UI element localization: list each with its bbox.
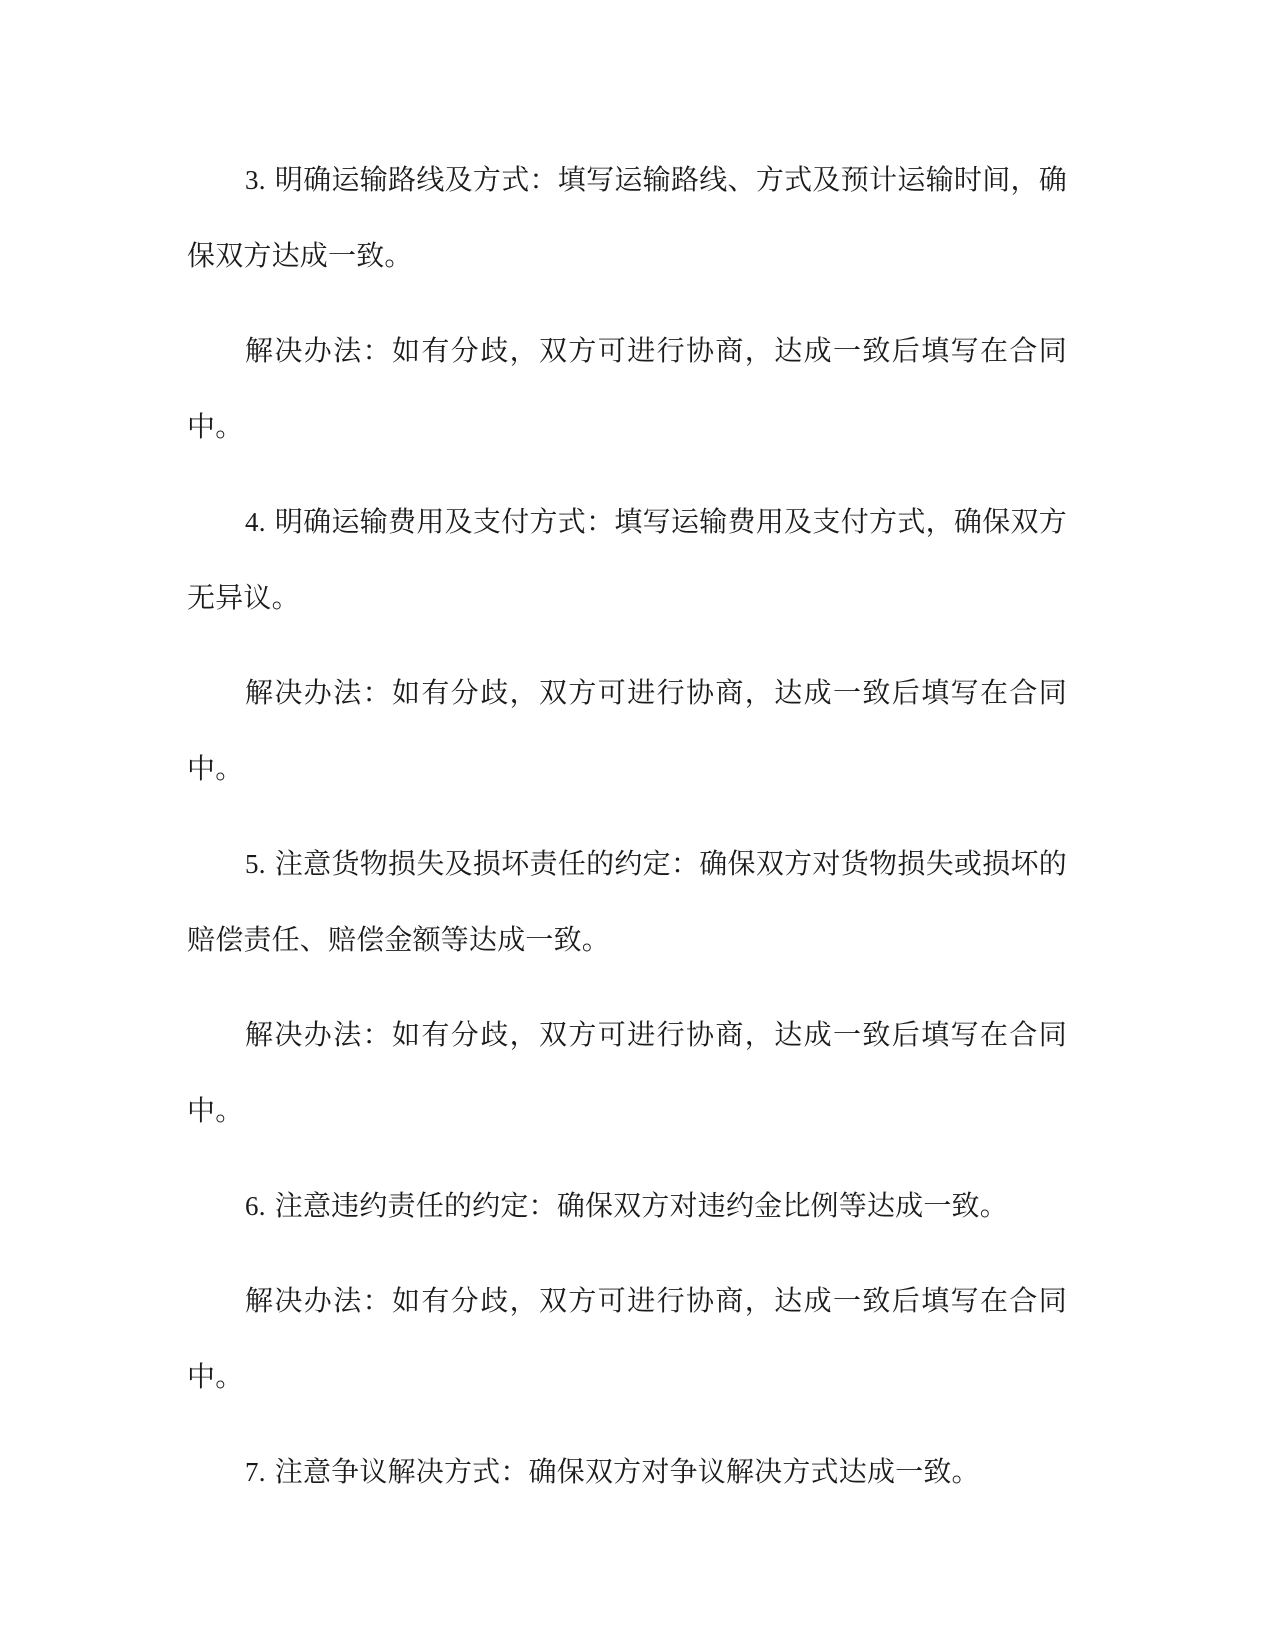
item-6-paragraph bbox=[187, 1168, 1067, 1244]
paragraph-text: 注意争议解决方式：确保双方对争议解决方式达成一致。 bbox=[265, 1455, 980, 1488]
item-3-paragraph bbox=[187, 142, 1067, 294]
item-number: 4. bbox=[245, 507, 266, 537]
paragraph-text: 注意违约责任的约定：确保双方对违约金比例等达成一致。 bbox=[265, 1189, 1008, 1222]
item-6-solution-paragraph bbox=[187, 1263, 1067, 1415]
item-5-solution-paragraph bbox=[187, 997, 1067, 1149]
item-4-paragraph bbox=[187, 484, 1067, 636]
paragraph-text: 明确运输路线及方式：填写运输路线、方式及预计运输时间，确保双方达成一致。 bbox=[187, 163, 1067, 272]
item-number: 5. bbox=[245, 849, 266, 879]
item-5-paragraph bbox=[187, 826, 1067, 978]
item-4-solution-paragraph bbox=[187, 655, 1067, 807]
item-7-paragraph bbox=[187, 1434, 1067, 1510]
document-body bbox=[187, 142, 1067, 1529]
paragraph-text: 明确运输费用及支付方式：填写运输费用及支付方式，确保双方无异议。 bbox=[187, 505, 1067, 614]
paragraph-text: 解决办法：如有分歧，双方可进行协商，达成一致后填写在合同中。 bbox=[187, 334, 1067, 443]
item-number: 3. bbox=[245, 165, 266, 195]
item-3-solution-paragraph bbox=[187, 313, 1067, 465]
paragraph-text: 解决办法：如有分歧，双方可进行协商，达成一致后填写在合同中。 bbox=[187, 676, 1067, 785]
item-number: 6. bbox=[245, 1191, 266, 1221]
paragraph-text: 注意货物损失及损坏责任的约定：确保双方对货物损失或损坏的赔偿责任、赔偿金额等达成一致。 bbox=[187, 847, 1067, 956]
paragraph-text: 解决办法：如有分歧，双方可进行协商，达成一致后填写在合同中。 bbox=[187, 1018, 1067, 1127]
item-number: 7. bbox=[245, 1457, 266, 1487]
paragraph-text: 解决办法：如有分歧，双方可进行协商，达成一致后填写在合同中。 bbox=[187, 1284, 1067, 1393]
